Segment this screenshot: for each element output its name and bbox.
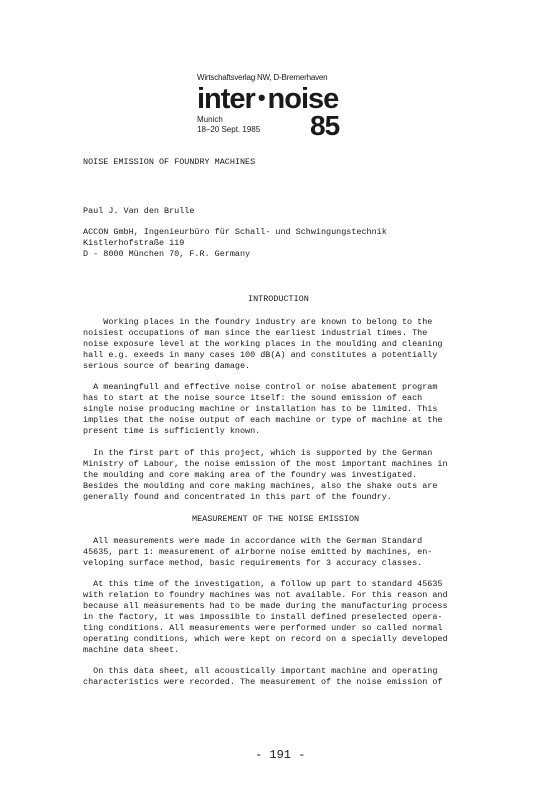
affiliation-line: ACCON GmbH, Ingenieurbüro für Schall- und Schwingungstechnik (83, 227, 387, 237)
paragraph-line: implies that the noise output of each machine or type of machine at the (83, 415, 443, 425)
conference-year: 85 (310, 110, 340, 141)
paragraph-line: A meaningfull and effective noise control or noise abatement program (83, 382, 438, 392)
paragraph-line: On this data sheet, all acoustically important machine and operating (83, 666, 438, 676)
paragraph-line: single noise producing machine or installation has to be limited. This (83, 404, 438, 414)
paper-title: NOISE EMISSION OF FOUNDRY MACHINES (83, 157, 256, 167)
paragraph-line: operating conditions, which were kept on record on a specially developed (83, 634, 448, 644)
paragraph-line: the moulding and core making area of the foundry was investigated. (83, 470, 418, 480)
section-heading-measurement: MEASUREMENT OF THE NOISE EMISSION (192, 514, 360, 524)
logo-left: inter (197, 83, 255, 115)
paragraph-line: generally found and concentrated in this part of the foundry. (83, 492, 392, 502)
paragraph-line: characteristics were recorded. The measurement of the noise emission of (83, 677, 443, 687)
publisher-line: Wirtschaftsverlag NW, D-Bremerhaven (197, 73, 328, 82)
paragraph-line: with relation to foundry machines was not available. For this reason and (83, 590, 448, 600)
paragraph-line: Working places in the foundry industry are known to belong to the (83, 317, 433, 327)
conference-city: Munich (197, 115, 223, 124)
logo-dot: • (257, 85, 265, 110)
paragraph-line: serious source of bearing damage. (83, 361, 251, 371)
paragraph-line: has to start at the noise source itself: the sound emission of each (83, 393, 423, 403)
paragraph-line: in the factory, it was impossible to install defined preselected opera- (83, 612, 443, 622)
page-number: - 191 - (255, 748, 306, 762)
author: Paul J. Van den Brulle (83, 206, 195, 216)
paragraph-line: hall e.g. exeeds in many cases 100 dB(A) and constitutes a potentially (83, 350, 438, 360)
paragraph-line: noisiest occupations of man since the earliest industrial times. The (83, 328, 428, 338)
logo-right: noise (267, 83, 339, 115)
section-heading-introduction: INTRODUCTION (248, 294, 309, 304)
conference-dates: 18–20 Sept. 1985 (197, 125, 261, 134)
affiliation-line: Kistlerhofstraße 119 (83, 238, 185, 248)
paragraph-line: veloping surface method, basic requirements for 3 accuracy classes. (83, 558, 423, 568)
affiliation-line: D - 8000 München 70, F.R. Germany (83, 249, 251, 259)
paragraph-line: Ministry of Labour, the noise emission of the most important machines in (83, 459, 448, 469)
paragraph-line: Besides the moulding and core making machines, also the shake outs are (83, 481, 438, 491)
paper-body (83, 0, 483, 687)
paragraph-line: machine data sheet. (83, 645, 180, 655)
paragraph-line: At this time of the investigation, a follow up part to standard 45635 (83, 579, 443, 589)
paragraph-line: present time is sufficiently known. (83, 426, 261, 436)
paragraph-line: 45635, part 1: measurement of airborne noise emitted by machines, en- (83, 547, 433, 557)
paragraph-line: because all measurements had to be made during the manufacturing process (83, 601, 448, 611)
paragraph-line: In the first part of this project, which is supported by the German (83, 448, 433, 458)
paragraph-line: noise exposure level at the working places in the moulding and cleaning (83, 339, 443, 349)
paragraph-line: ting conditions. All measurements were performed under so called normal (83, 623, 443, 633)
paragraph-line: All measurements were made in accordance with the German Standard (83, 536, 423, 546)
